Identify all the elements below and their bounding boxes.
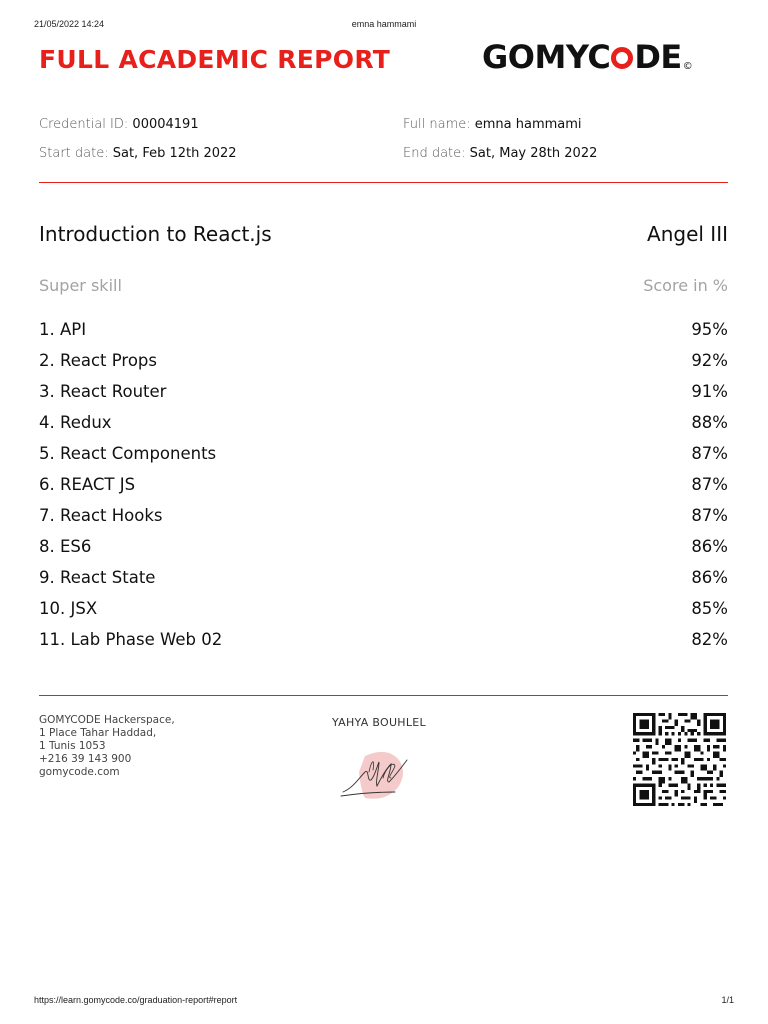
report-title: FULL ACADEMIC REPORT [39, 45, 391, 74]
credential-id-label: Credential ID: [39, 117, 129, 132]
skill-row [39, 469, 728, 500]
skill-name: 1. API [39, 320, 87, 339]
skill-row [39, 407, 728, 438]
full-name-value: emna hammami [474, 117, 582, 132]
header-divider [39, 182, 728, 183]
credential-id [39, 117, 199, 132]
skill-row [39, 314, 728, 345]
skill-name: 9. React State [39, 568, 156, 587]
skill-score: 86% [691, 568, 728, 587]
course-title: Introduction to React.js [39, 222, 272, 246]
address-phone: +216 39 143 900 [39, 753, 132, 765]
skill-score: 82% [691, 630, 728, 649]
skill-row [39, 438, 728, 469]
print-datetime: 21/05/2022 14:24 [34, 19, 105, 29]
print-footer [0, 995, 768, 1007]
address-line: 1 Place Tahar Haddad, [39, 727, 157, 739]
skill-name: 3. React Router [39, 382, 167, 401]
skill-score: 87% [691, 506, 728, 525]
start-date-value: Sat, Feb 12th 2022 [112, 146, 237, 161]
full-name [403, 117, 582, 132]
skill-score: 86% [691, 537, 728, 556]
address-line: GOMYCODE Hackerspace, [39, 714, 175, 726]
logo-ring-icon [611, 47, 633, 69]
column-header-score: Score in % [643, 276, 728, 295]
skill-name: 2. React Props [39, 351, 158, 370]
skill-name: 8. ES6 [39, 537, 92, 556]
skill-row [39, 345, 728, 376]
print-page-title: emna hammami [351, 19, 417, 29]
skill-row [39, 624, 728, 655]
signer-name: YAHYA BOUHLEL [332, 716, 426, 729]
skill-name: 4. Redux [39, 413, 112, 432]
column-header-skill: Super skill [39, 276, 122, 295]
footer-divider [39, 695, 728, 696]
skill-row [39, 531, 728, 562]
organization-address [39, 714, 175, 779]
skill-row [39, 593, 728, 624]
logo-text-start: GOMYC [482, 38, 611, 76]
start-date-label: Start date: [39, 146, 109, 161]
address-line: 1 Tunis 1053 [39, 740, 106, 752]
logo-copyright-mark: © [682, 61, 693, 72]
skill-row [39, 376, 728, 407]
skill-name: 10. JSX [39, 599, 98, 618]
print-header [0, 19, 768, 31]
skill-name: 5. React Components [39, 444, 217, 463]
skill-score: 95% [691, 320, 728, 339]
skill-name: 7. React Hooks [39, 506, 163, 525]
end-date-label: End date: [403, 146, 466, 161]
start-date [39, 146, 237, 161]
print-url: https://learn.gomycode.co/graduation-report#report [34, 995, 238, 1005]
skill-row [39, 500, 728, 531]
skill-score: 92% [691, 351, 728, 370]
qr-code-icon [631, 713, 728, 806]
skills-list [39, 314, 728, 655]
full-name-label: Full name: [403, 117, 471, 132]
skill-name: 11. Lab Phase Web 02 [39, 630, 223, 649]
skill-name: 6. REACT JS [39, 475, 136, 494]
skill-score: 85% [691, 599, 728, 618]
skill-score: 88% [691, 413, 728, 432]
skill-row [39, 562, 728, 593]
signature-icon [335, 742, 425, 807]
end-date [403, 146, 597, 161]
skill-score: 91% [691, 382, 728, 401]
gomycode-logo [482, 38, 692, 78]
skill-score: 87% [691, 475, 728, 494]
logo-text-end: DE [634, 38, 682, 76]
address-website: gomycode.com [39, 766, 120, 778]
end-date-value: Sat, May 28th 2022 [469, 146, 598, 161]
skill-score: 87% [691, 444, 728, 463]
credential-id-value: 00004191 [132, 117, 199, 132]
course-level: Angel III [647, 222, 728, 246]
print-page-number: 1/1 [721, 995, 734, 1005]
